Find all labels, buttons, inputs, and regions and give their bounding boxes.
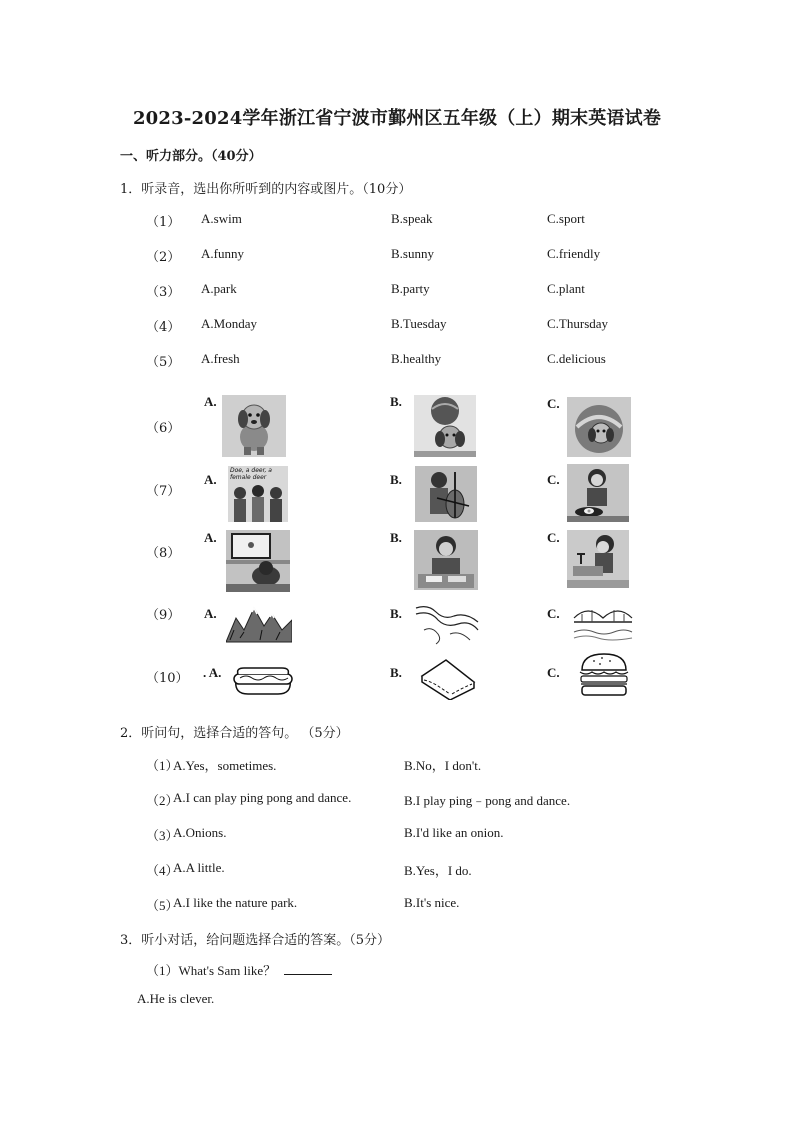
- option-b[interactable]: B.Yes，I do.: [404, 863, 472, 878]
- item-number: （1）: [146, 215, 181, 230]
- question-3-item-1: [146, 960, 332, 979]
- picture-label-c: C.: [547, 472, 560, 487]
- river-map-icon[interactable]: [414, 600, 480, 646]
- item-number: （10）: [146, 671, 189, 686]
- item-number: （4）: [146, 320, 181, 335]
- option-a[interactable]: A.swim: [201, 211, 242, 226]
- option-c[interactable]: C.delicious: [547, 351, 606, 366]
- option-a[interactable]: A.I can play ping pong and dance.: [173, 790, 352, 805]
- mountains-icon[interactable]: [226, 600, 292, 646]
- boy-at-desk-icon[interactable]: [414, 530, 478, 590]
- item-number: （9）: [146, 608, 181, 623]
- picture-label-c: C.: [547, 396, 560, 411]
- girl-cooking-icon[interactable]: [567, 464, 629, 522]
- question-1-heading: 1．听录音，选出你所听到的内容或图片。（10分）: [120, 182, 412, 197]
- item-number: （5）: [146, 898, 179, 913]
- option-b[interactable]: B.speak: [391, 211, 433, 226]
- bridge-icon[interactable]: [572, 600, 634, 644]
- option-c[interactable]: C.friendly: [547, 246, 601, 261]
- page-title: 2023-2024学年浙江省宁波市鄞州区五年级（上）期末英语试卷: [132, 108, 662, 129]
- picture-label-b: B.: [390, 530, 402, 545]
- option-a[interactable]: A.funny: [201, 246, 244, 261]
- item-number: （7）: [146, 484, 181, 499]
- option-a[interactable]: A.A little.: [173, 860, 225, 875]
- item-number: （1）: [146, 758, 179, 773]
- hamburger-icon[interactable]: [578, 652, 630, 698]
- option-a[interactable]: A.Yes，sometimes.: [173, 758, 277, 773]
- option-a[interactable]: A.Monday: [201, 316, 257, 331]
- option-c[interactable]: C.sport: [547, 211, 585, 226]
- option-a[interactable]: A.I like the nature park.: [173, 895, 298, 910]
- dog-icon[interactable]: [222, 395, 286, 457]
- boy-playing-cello-icon[interactable]: [415, 466, 477, 522]
- hot-dog-icon[interactable]: [232, 660, 294, 700]
- question-3-heading: 3．听小对话，给问题选择合适的答案。（5分）: [120, 933, 391, 948]
- option-b[interactable]: B.healthy: [391, 351, 442, 366]
- item-number: （3）: [146, 285, 181, 300]
- girl-washing-icon[interactable]: [567, 530, 629, 588]
- song-caption: Doe, a deer, a female deer: [230, 467, 272, 481]
- picture-label-b: B.: [390, 665, 402, 680]
- option-a[interactable]: A.Onions.: [173, 825, 227, 840]
- picture-label-a: A.: [204, 394, 217, 409]
- picture-label-a: A.: [204, 472, 217, 487]
- item-number: （4）: [146, 863, 179, 878]
- picture-label-a: A.: [204, 530, 217, 545]
- option-b[interactable]: B.I play ping﹣pong and dance.: [404, 793, 571, 808]
- item-number: （3）: [146, 828, 179, 843]
- picture-label-b: B.: [390, 472, 402, 487]
- option-b[interactable]: B.sunny: [391, 246, 434, 261]
- option-b[interactable]: B.It's nice.: [404, 895, 460, 910]
- item-number: （2）: [146, 250, 181, 265]
- option-b[interactable]: B.Tuesday: [391, 316, 447, 331]
- item-number: （2）: [146, 793, 179, 808]
- picture-label-a: A.: [204, 606, 217, 621]
- item-number: （5）: [146, 355, 181, 370]
- picture-label-c: C.: [547, 665, 560, 680]
- dog-behind-ball-icon[interactable]: [567, 397, 631, 457]
- option-a[interactable]: A.He is clever.: [137, 991, 215, 1006]
- option-a[interactable]: A.park: [201, 281, 237, 296]
- picture-label-a: . A.: [203, 665, 222, 680]
- option-b[interactable]: B.party: [391, 281, 430, 296]
- item-number: （8）: [146, 546, 181, 561]
- question-2-heading: 2．听问句，选择合适的答句。 （5分）: [120, 726, 349, 741]
- option-a[interactable]: A.fresh: [201, 351, 240, 366]
- question-text: （1）What's Sam like？: [146, 963, 277, 978]
- picture-label-b: B.: [390, 606, 402, 621]
- sandwich-icon[interactable]: [416, 656, 478, 700]
- kids-singing-icon[interactable]: [228, 466, 288, 522]
- option-c[interactable]: C.Thursday: [547, 316, 609, 331]
- option-c[interactable]: C.plant: [547, 281, 585, 296]
- picture-label-b: B.: [390, 394, 402, 409]
- option-b[interactable]: B.I'd like an onion.: [404, 825, 504, 840]
- option-b[interactable]: B.No，I don't.: [404, 758, 482, 773]
- picture-label-c: C.: [547, 530, 560, 545]
- section-heading-listening: 一、听力部分。（40分）: [120, 149, 262, 164]
- answer-blank[interactable]: [284, 962, 332, 975]
- dog-with-ball-icon[interactable]: [414, 395, 476, 457]
- boy-watching-tv-icon[interactable]: [226, 530, 290, 592]
- item-number: （6）: [146, 421, 181, 436]
- picture-label-c: C.: [547, 606, 560, 621]
